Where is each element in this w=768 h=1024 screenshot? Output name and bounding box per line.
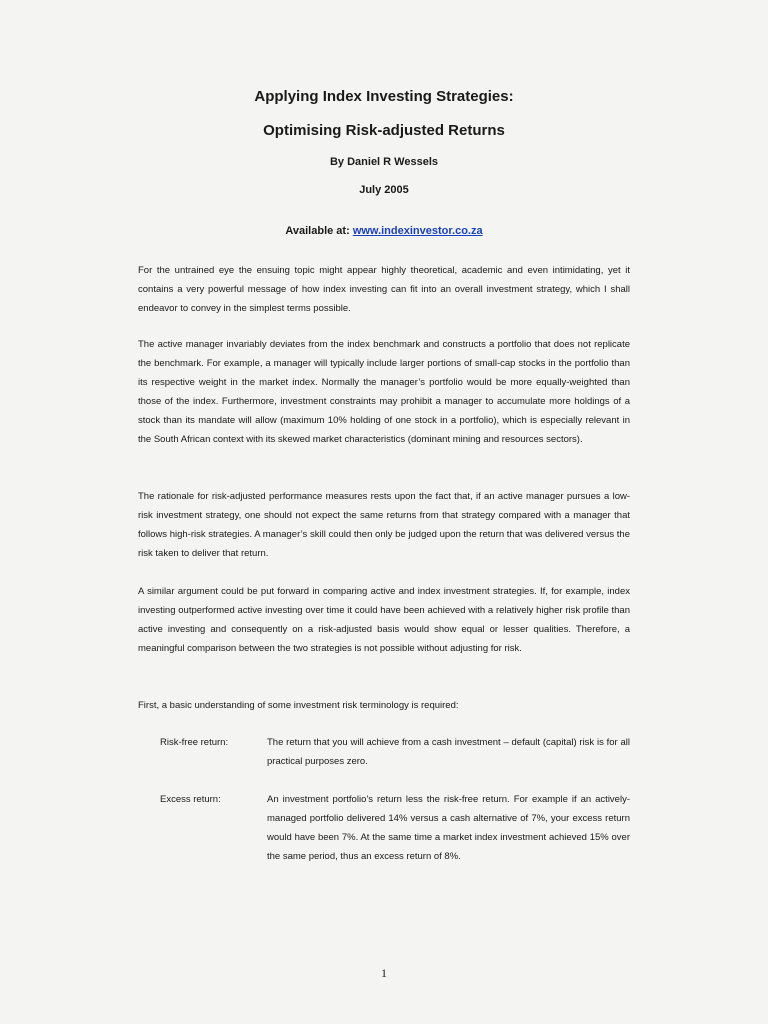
paragraph-active-manager: The active manager invariably deviates from the index benchmark and constructs a portfolio that does not replicate the benchmark. For example, a manager will typically include larger portions of small-cap stocks in the portfolio than its respective weight in the market index. Normally the manager’s portfolio would be more equally-weighted than those of the index. Furthermore, investment constraints may prohibit a manager to accumulate more holdings of a stock than its mandate will allow (maximum 10% holding of one stock in a portfolio), which is especially relevant in the South African context with its skewed market characteristics (dominant mining and resources sectors). [138,339,630,445]
term-label: Excess return: [160,794,221,805]
paragraph-rationale: The rationale for risk-adjusted performance measures rests upon the fact that, if an active manager pursues a low-risk investment strategy, one should not expect the same returns from that strategy compared with a manager that follows high-risk strategies. A manager’s skill could then only be judged upon the return that was delivered versus the risk taken to deliver that return. [138,491,630,559]
availability-label: Available at: [285,225,353,237]
term-definition: The return that you will achieve from a cash investment – default (capital) risk is for all practical purposes zero. [267,737,630,767]
term-label: Risk-free return: [160,737,229,748]
document-subtitle: Optimising Risk-adjusted Returns [263,122,505,139]
author-line: By Daniel R Wessels [329,156,438,168]
paragraph-terminology-intro: First, a basic understanding of some investment risk terminology is required: [138,700,459,711]
term-definition: An investment portfolio’s return less the risk-free return. For example if an actively-managed portfolio delivered 14% versus a cash alternative of 7%, your excess return would have been 7%. At the same time a market index investment achieved 15% over the same period, thus an excess return of 8%. [267,794,630,862]
paragraph-comparison: A similar argument could be put forward in comparing active and index investment strategies. If, for example, index investing outperformed active investing over time it could have been achieved with a relatively higher risk profile than active investing and consequently on a risk-adjusted basis would show equal or lesser qualities. Therefore, a meaningful comparison between the two strategies is not possible without adjusting for risk. [138,586,630,654]
paragraph-intro: For the untrained eye the ensuing topic might appear highly theoretical, academic and even intimidating, yet it contains a very powerful message of how index investing can fit into an overall investment strategy, which I shall endeavor to convey in the simplest terms possible. [138,265,630,314]
date-line: July 2005 [359,184,409,196]
page-number: 1 [381,966,387,980]
website-link[interactable]: www.indexinvestor.co.za [352,225,483,237]
document-title: Applying Index Investing Strategies: [254,88,514,105]
availability-line [0,223,768,239]
